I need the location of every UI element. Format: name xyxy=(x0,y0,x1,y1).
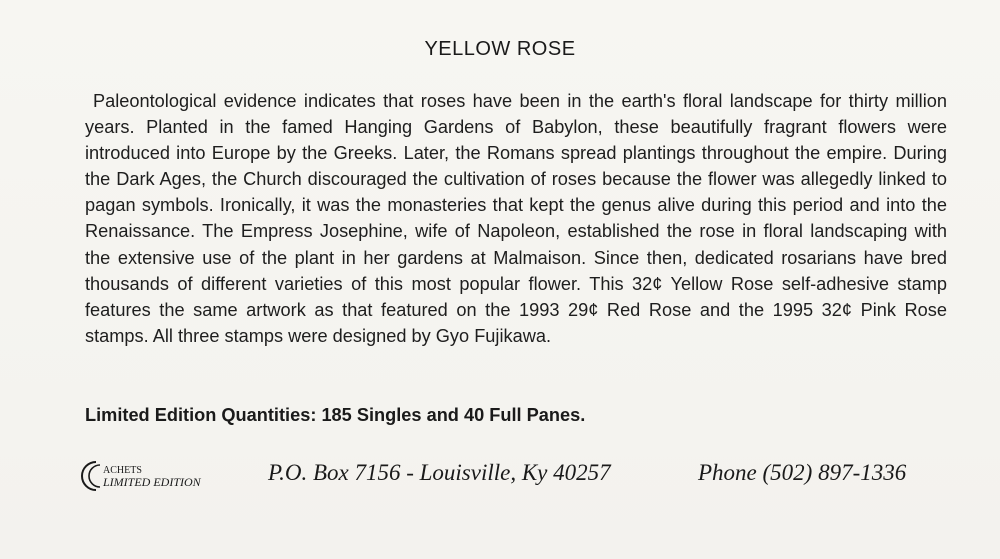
page-title: YELLOW ROSE xyxy=(424,38,576,60)
mailing-address: P.O. Box 7156 - Louisville, Ky 40257 xyxy=(268,460,611,485)
description-paragraph: Paleontological evidence indicates that roses have been in the earth's floral landscape for thirty million years. Planted in the famed Hanging Gardens of Babylon, these beautifully fragrant flowers were introduced into Europe by the Greeks. Later, the Romans spread plantings throughout the empire. During the Dark Ages, the Church discouraged the cultivation of roses because the flower was allegedly linked to pagan symbols. Ironically, it was the monasteries that kept the genus alive during this period and into the Renaissance. The Empress Josephine, wife of Napoleon, established the rose in floral landscaping with the extensive use of the plant in her gardens at Malmaison. Since then, dedicated rosarians have bred thousands of different varieties of this most popular flower. This 32¢ Yellow Rose self-adhesive stamp features the same artwork as that featured on the 1993 29¢ Red Rose and the 1995 32¢ Pink Rose stamps. All three stamps were designed by Gyo Fujikawa. xyxy=(85,91,947,346)
cachets-logo-icon xyxy=(76,456,256,496)
logo-line2: LIMITED EDITION xyxy=(103,475,201,489)
footer xyxy=(72,454,952,504)
logo-line1: ACHETS xyxy=(103,465,142,476)
limited-edition-quantities: Limited Edition Quantities: 185 Singles and 40 Full Panes. xyxy=(85,405,586,425)
description-text xyxy=(85,88,947,349)
phone-number: Phone (502) 897-1336 xyxy=(698,460,907,485)
